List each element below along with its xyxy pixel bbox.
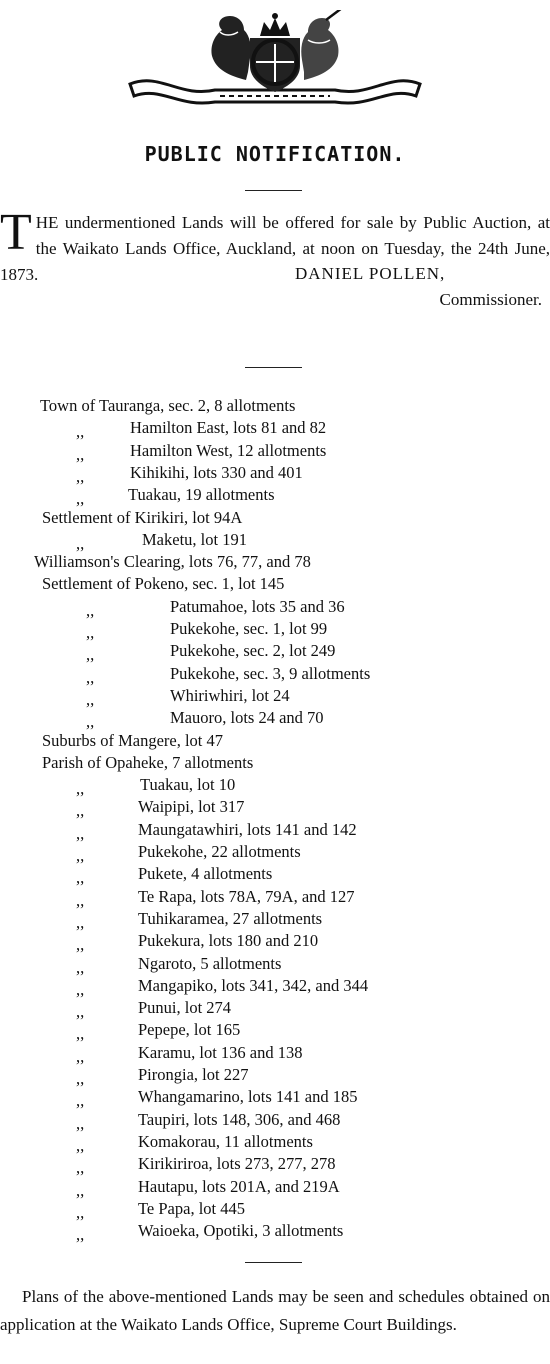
land-item <box>0 1221 550 1243</box>
ditto-mark: ,, <box>86 623 95 642</box>
land-item-text: Kihikihi, lots 330 and 401 <box>130 462 303 482</box>
land-item-text: Waipipi, lot 317 <box>138 797 245 817</box>
ditto-mark: ,, <box>76 1158 85 1178</box>
land-item <box>0 842 550 864</box>
footer-text: Plans of the above-mentioned Lands may be seen and schedules obtained on application at the Waikato Lands Office, Supreme Court Buildings. <box>0 1287 550 1334</box>
ditto-mark: ,, <box>76 935 85 955</box>
land-item <box>0 1065 550 1087</box>
ditto-mark: ,, <box>76 1113 85 1133</box>
divider <box>245 190 302 191</box>
land-item-text: Te Rapa, lots 78A, 79A, and 127 <box>138 886 355 906</box>
land-item <box>0 508 550 530</box>
land-item <box>0 775 550 797</box>
land-item-text: Tuakau, 19 allotments <box>128 485 275 505</box>
land-item-text: Punui, lot 274 <box>138 998 232 1018</box>
land-item <box>0 574 550 596</box>
ditto-mark: ,, <box>76 823 85 843</box>
land-item <box>0 485 550 507</box>
land-item <box>0 887 550 909</box>
notice-title: PUBLIC NOTIFICATION. <box>144 142 406 166</box>
ditto-mark: ,, <box>76 1069 85 1088</box>
ditto-mark: ,, <box>76 1180 85 1200</box>
land-item-text: Suburbs of Mangere, lot 47 <box>42 730 224 750</box>
land-item <box>0 641 550 663</box>
land-item-text: Pepepe, lot 165 <box>138 1020 241 1040</box>
land-item-text: Pukekohe, 22 allotments <box>138 842 301 861</box>
land-item <box>0 1087 550 1109</box>
land-item <box>0 931 550 953</box>
land-item-text: Komakorau, 11 allotments <box>138 1131 313 1151</box>
ditto-mark: ,, <box>76 979 85 999</box>
ditto-mark: ,, <box>86 600 95 620</box>
land-item-text: Taupiri, lots 148, 306, and 468 <box>138 1109 341 1129</box>
land-item <box>0 441 550 463</box>
ditto-mark: ,, <box>76 466 85 486</box>
ditto-mark: ,, <box>76 533 85 553</box>
land-item <box>0 530 550 552</box>
ditto-mark: ,, <box>76 1135 85 1155</box>
land-item <box>0 552 550 574</box>
land-item <box>0 619 550 641</box>
land-item-text: Hamilton East, lots 81 and 82 <box>130 418 327 438</box>
land-item-text: Ngaroto, 5 allotments <box>138 953 282 973</box>
land-item-text: Town of Tauranga, sec. 2, 8 allotments <box>40 396 296 415</box>
ditto-mark: ,, <box>76 1046 85 1066</box>
commissioner-name: DANIEL POLLEN, <box>295 264 446 283</box>
land-item-text: Hamilton West, 12 allotments <box>130 440 327 460</box>
land-item <box>0 664 550 686</box>
land-item-text: Whangamarino, lots 141 and 185 <box>138 1087 358 1107</box>
ditto-mark: ,, <box>76 890 85 910</box>
land-item-text: Mangapiko, lots 341, 342, and 344 <box>138 975 369 995</box>
land-item <box>0 1110 550 1132</box>
ditto-mark: ,, <box>76 779 85 799</box>
land-item-text: Waioeka, Opotiki, 3 allotments <box>138 1221 344 1241</box>
divider <box>245 1262 302 1263</box>
ditto-mark: ,, <box>76 868 85 888</box>
land-item-text: Patumahoe, lots 35 and 36 <box>170 596 345 616</box>
ditto-mark: ,, <box>76 957 85 977</box>
land-item-text: Karamu, lot 136 and 138 <box>138 1042 303 1062</box>
royal-coat-of-arms-icon <box>120 10 430 110</box>
land-item <box>0 1132 550 1154</box>
ditto-mark: ,, <box>76 1024 85 1044</box>
ditto-mark: ,, <box>76 1002 85 1022</box>
land-item-text: Kirikiriroa, lots 273, 277, 278 <box>138 1154 336 1174</box>
land-item <box>0 1020 550 1042</box>
intro-paragraph <box>0 204 550 288</box>
land-item-text: Pukekohe, sec. 2, lot 249 <box>170 641 336 661</box>
land-item-text: Tuhikaramea, 27 allotments <box>138 908 323 928</box>
ditto-mark: ,, <box>76 422 85 442</box>
land-item <box>0 976 550 998</box>
land-item-text: Maungatawhiri, lots 141 and 142 <box>138 819 357 839</box>
land-item-text: Settlement of Kirikiri, lot 94A <box>42 507 243 527</box>
land-item <box>0 1199 550 1221</box>
divider <box>245 367 302 368</box>
ditto-mark: ,, <box>76 1091 85 1111</box>
land-item-text: Pukekura, lots 180 and 210 <box>138 931 319 951</box>
land-item <box>0 418 550 440</box>
land-item-text: Whiriwhiri, lot 24 <box>170 685 290 705</box>
land-item <box>0 1043 550 1065</box>
intro-text: HE undermentioned Lands will be offered for sale by Public Auction, at the Waikato Lands Office, Auckland, at noon on Tuesday, the 24th June, 1873. <box>0 213 550 284</box>
land-item <box>0 1177 550 1199</box>
drop-cap: T <box>0 204 32 261</box>
land-item <box>0 820 550 842</box>
land-item-text: Maketu, lot 191 <box>142 529 247 549</box>
footer-paragraph <box>0 1283 550 1339</box>
land-item <box>0 797 550 819</box>
land-item-text: Tuakau, lot 10 <box>140 775 236 795</box>
ditto-mark: ,, <box>76 1202 85 1222</box>
ditto-mark: ,, <box>76 912 85 932</box>
ditto-mark: ,, <box>86 667 95 687</box>
land-item <box>0 954 550 976</box>
land-item <box>0 909 550 931</box>
land-item-text: Pukekohe, sec. 3, 9 allotments <box>170 663 371 683</box>
land-item-text: Pukete, 4 allotments <box>138 864 273 884</box>
land-item-text: Parish of Opaheke, 7 allotments <box>42 752 254 772</box>
ditto-mark: ,, <box>76 489 85 509</box>
land-item <box>0 731 550 753</box>
ditto-mark: ,, <box>86 712 95 732</box>
ditto-mark: ,, <box>76 1225 85 1245</box>
land-item <box>0 753 550 775</box>
land-item-text: Williamson's Clearing, lots 76, 77, and 78 <box>34 552 311 572</box>
land-item <box>0 998 550 1020</box>
land-item-text: Pirongia, lot 227 <box>138 1065 249 1084</box>
land-item <box>0 1154 550 1176</box>
land-item-text: Mauoro, lots 24 and 70 <box>170 708 324 728</box>
land-item <box>0 708 550 730</box>
land-item-text: Te Papa, lot 445 <box>138 1198 245 1218</box>
land-item <box>0 864 550 886</box>
land-item-text: Pukekohe, sec. 1, lot 99 <box>170 619 328 638</box>
land-item-text: Settlement of Pokeno, sec. 1, lot 145 <box>42 574 285 594</box>
land-item <box>0 597 550 619</box>
land-item <box>0 463 550 485</box>
ditto-mark: ,, <box>76 846 85 865</box>
ditto-mark: ,, <box>76 801 85 821</box>
land-item-text: Hautapu, lots 201A, and 219A <box>138 1176 340 1196</box>
commissioner-title: Commissioner. <box>439 290 542 309</box>
land-item <box>0 396 550 418</box>
ditto-mark: ,, <box>76 444 85 464</box>
ditto-mark: ,, <box>86 689 95 709</box>
ditto-mark: ,, <box>86 645 95 665</box>
land-item <box>0 686 550 708</box>
